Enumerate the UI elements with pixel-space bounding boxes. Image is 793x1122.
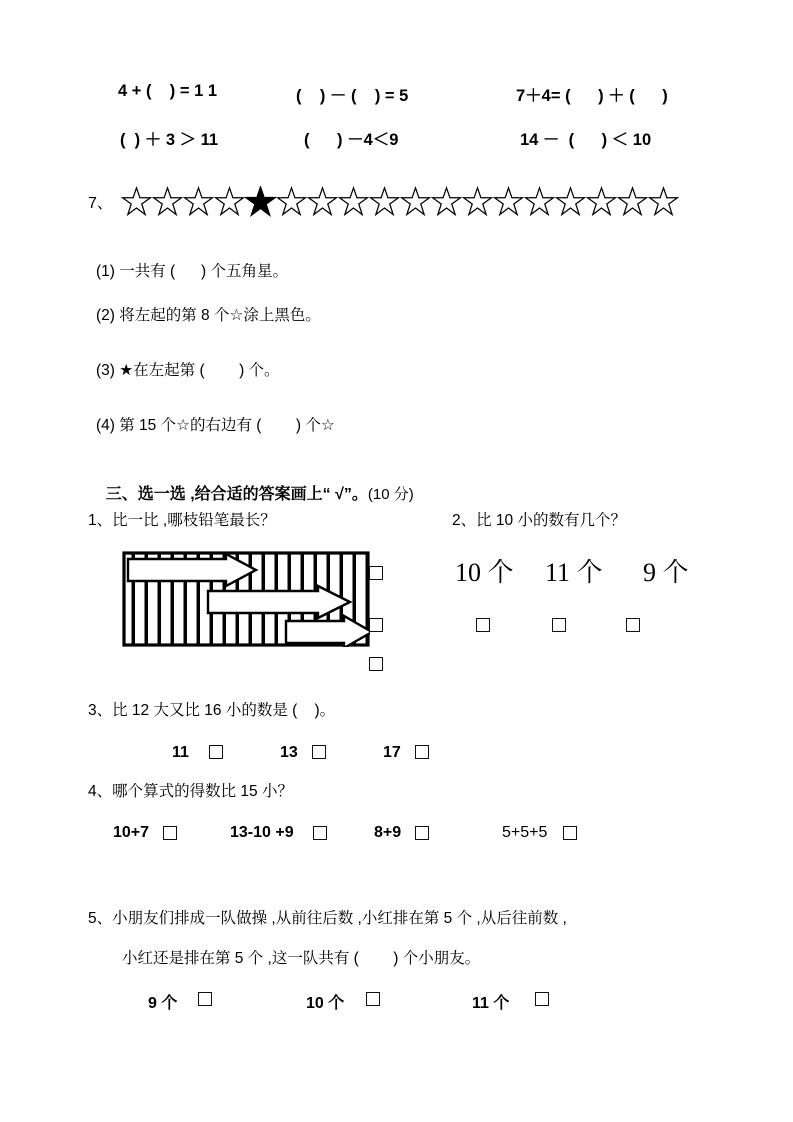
pencil-1 (128, 554, 256, 586)
q3-checkbox-1[interactable] (209, 745, 223, 759)
q4-option-2-label: 13-10 +9 (230, 824, 294, 841)
q1-checkbox-3[interactable] (369, 657, 383, 671)
q1-checkbox-2[interactable] (369, 618, 383, 632)
q2-option-2-label: 11 个 (545, 558, 603, 587)
q5-checkbox-3[interactable] (535, 992, 549, 1006)
equation-1-2: ( ) － ( ) = 5 (296, 87, 409, 105)
q3-option-1-label: 11 (172, 744, 189, 761)
q4-checkbox-1[interactable] (163, 826, 177, 840)
q4-option-1-label: 10+7 (113, 824, 150, 841)
star-outline-icon (493, 186, 524, 217)
question-2-text: 2、比 10 小的数有几个？ (452, 512, 626, 529)
star-subquestion-1: (1) 一共有 ( ) 个五角星。 (96, 263, 289, 280)
star-outline-icon (617, 186, 648, 217)
section-three-score: (10 分) (367, 486, 414, 503)
star-outline-icon (369, 186, 400, 217)
q4-option-4-label: 5+5+5 (502, 824, 548, 841)
equation-block (0, 62, 793, 158)
q3-checkbox-3[interactable] (415, 745, 429, 759)
star-outline-icon (431, 186, 462, 217)
star-outline-icon (586, 186, 617, 217)
equation-2-1: ( ) ＋ 3 ＞ 11 (120, 131, 219, 149)
q2-checkbox-2[interactable] (552, 618, 566, 632)
star-outline-icon (276, 186, 307, 217)
q4-checkbox-2[interactable] (313, 826, 327, 840)
star-outline-icon (183, 186, 214, 217)
q2-checkbox-1[interactable] (476, 618, 490, 632)
equation-row-1 (0, 62, 793, 110)
star-outline-icon (338, 186, 369, 217)
pencil-2 (208, 586, 350, 618)
q3-option-3-label: 17 (383, 744, 401, 761)
star-question-number: 7、 (88, 195, 113, 212)
q3-option-2-label: 13 (280, 744, 298, 761)
q4-checkbox-4[interactable] (563, 826, 577, 840)
q4-option-3-label: 8+9 (374, 824, 402, 841)
q5-checkbox-1[interactable] (198, 992, 212, 1006)
q4-checkbox-3[interactable] (415, 826, 429, 840)
star-outline-icon (555, 186, 586, 217)
q5-option-1-label: 9 个 (148, 995, 178, 1012)
star-subquestion-2: (2) 将左起的第 8 个☆涂上黑色。 (96, 307, 321, 324)
star-outline-icon (152, 186, 183, 217)
q3-checkbox-2[interactable] (312, 745, 326, 759)
q5-option-3-label: 11 个 (472, 995, 510, 1012)
pencil-comparison-diagram (122, 551, 370, 652)
star-subquestion-3: (3) ★在左起第 ( ) 个。 (96, 362, 280, 379)
q5-option-2-label: 10 个 (306, 995, 345, 1012)
pencil-diagram-svg (122, 551, 370, 647)
star-question-row (88, 186, 679, 217)
section-three-heading-main: 三、选一选 ,给合适的答案画上“ √ (105, 486, 344, 503)
star-outline-icon (462, 186, 493, 217)
q2-option-1-label: 10 个 (455, 558, 514, 587)
q1-checkbox-1[interactable] (369, 566, 383, 580)
star-outline-icon (400, 186, 431, 217)
star-filled-icon (245, 186, 276, 217)
equation-1-1: 4 + ( ) = 1 1 (118, 82, 218, 100)
equation-row-2 (0, 110, 793, 158)
star-outline-icon (307, 186, 338, 217)
equation-2-2: ( ) －4＜9 (304, 131, 399, 149)
q5-checkbox-2[interactable] (366, 992, 380, 1006)
q2-checkbox-3[interactable] (626, 618, 640, 632)
question-5-line-1: 5、小朋友们排成一队做操 ,从前往后数 ,小红排在第 5 个 ,从后往前数 , (88, 910, 567, 927)
question-5-line-2: 小红还是排在第 5 个 ,这一队共有 ( ) 个小朋友。 (122, 950, 481, 967)
section-three-heading-tail: ”。 (343, 486, 368, 503)
star-strip (121, 186, 679, 217)
question-4-text: 4、哪个算式的得数比 15 小？ (88, 783, 293, 800)
equation-1-3: 7＋4= ( ) ＋ ( ) (516, 87, 668, 105)
star-outline-icon (648, 186, 679, 217)
question-3-text: 3、比 12 大又比 16 小的数是 ( )。 (88, 702, 336, 719)
q2-option-3-label: 9 个 (643, 558, 689, 587)
star-outline-icon (214, 186, 245, 217)
equation-2-3: 14 － ( ) ＜ 10 (520, 131, 652, 149)
star-outline-icon (121, 186, 152, 217)
star-outline-icon (524, 186, 555, 217)
question-1-text: 1、比一比 ,哪枝铅笔最长？ (88, 512, 276, 529)
star-subquestion-4: (4) 第 15 个☆的右边有 ( ) 个☆ (96, 417, 335, 434)
